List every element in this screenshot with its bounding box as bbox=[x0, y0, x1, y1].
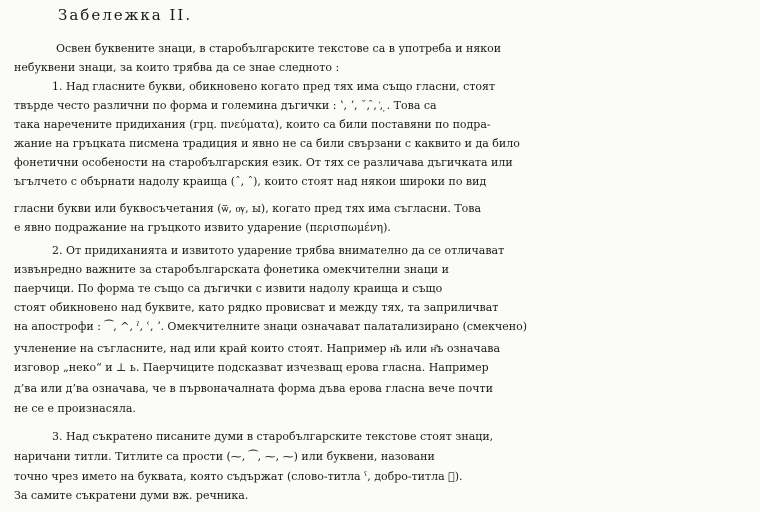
text-line-14: стоят обикновено над буквите, като рядко провисват и между тях, та заприличват bbox=[14, 301, 499, 314]
text-line-6: жание на гръцката писмена традиция и явно не са били свързани с каквито и да било bbox=[14, 137, 520, 150]
text-line-8: ъгълчето с обърнати надолу краища (ˆ, ˆ), които стоят над някои широки по вид bbox=[14, 175, 487, 188]
text-line-1: Освен буквените знаци, в старобългарските текстове са в употреба и някои bbox=[56, 42, 502, 55]
text-line-18: д’ва или д’ва означава, че в първоначалната форма дъва ерова гласна вече почти bbox=[14, 382, 493, 395]
text-line-22: точно чрез името на буквата, която съдържат (слово-титла ˁ, добро-титла ᷧ). bbox=[14, 470, 463, 483]
text-line-17: изговор „неко“ и ⊥ ь. Паерчиците подсказват изчезващ ерова гласна. Например bbox=[14, 361, 489, 374]
text-line-16: учленение на съгласните, над или край които стоят. Например н҄ь или н҄ъ означава bbox=[14, 342, 501, 355]
text-line-23: За самите съкратени думи вж. речника. bbox=[14, 489, 249, 502]
page-title: Забележка II. bbox=[58, 6, 193, 24]
text-line-3: 1. Над гласните букви, обикновено когато пред тях има също гласни, стоят bbox=[52, 80, 496, 93]
text-line-4: твърде често различни по форма и големина дъгички : ʽ, ʼ, ˘, ̑, ᷾, ̦. Това са bbox=[14, 99, 437, 112]
text-line-10: е явно подражание на гръцкото извито ударение (περισπωμένη). bbox=[14, 221, 391, 234]
text-line-5: така наречените придихания (грц. πνεύματα), които са били поставяни по подра- bbox=[14, 118, 491, 131]
text-line-15: на апострофи : ⁀, ^, ˀ, ʿ, ʼ. Омекчителните знаци означават палатализирано (смекчено) bbox=[14, 320, 527, 333]
text-line-12: извънредно важните за старобългарската фонетика омекчителни знаци и bbox=[14, 263, 449, 276]
text-line-21: наричани титли. Титлите са прости (⁓, ⁀, ⁓, ⁓) или буквени, назовани bbox=[14, 450, 435, 463]
text-line-2: небуквени знаци, за които трябва да се знае следното : bbox=[14, 61, 340, 74]
text-line-13: паерчици. По форма те също са дъгички с извити надолу краища и също bbox=[14, 282, 443, 295]
text-line-7: фонетични особености на старобългарския език. От тях се различава дъгичката или bbox=[14, 156, 513, 169]
text-line-11: 2. От придиханията и извитото ударение трябва внимателно да се отличават bbox=[52, 244, 505, 257]
text-line-20: 3. Над съкратено писаните думи в старобългарските текстове стоят знаци, bbox=[52, 430, 494, 443]
text-line-19: не се е произнасяла. bbox=[14, 402, 136, 415]
text-line-9: гласни букви или буквосъчетания (ѿ, ѹ, ы), когато пред тях има съгласни. Това bbox=[14, 202, 482, 215]
